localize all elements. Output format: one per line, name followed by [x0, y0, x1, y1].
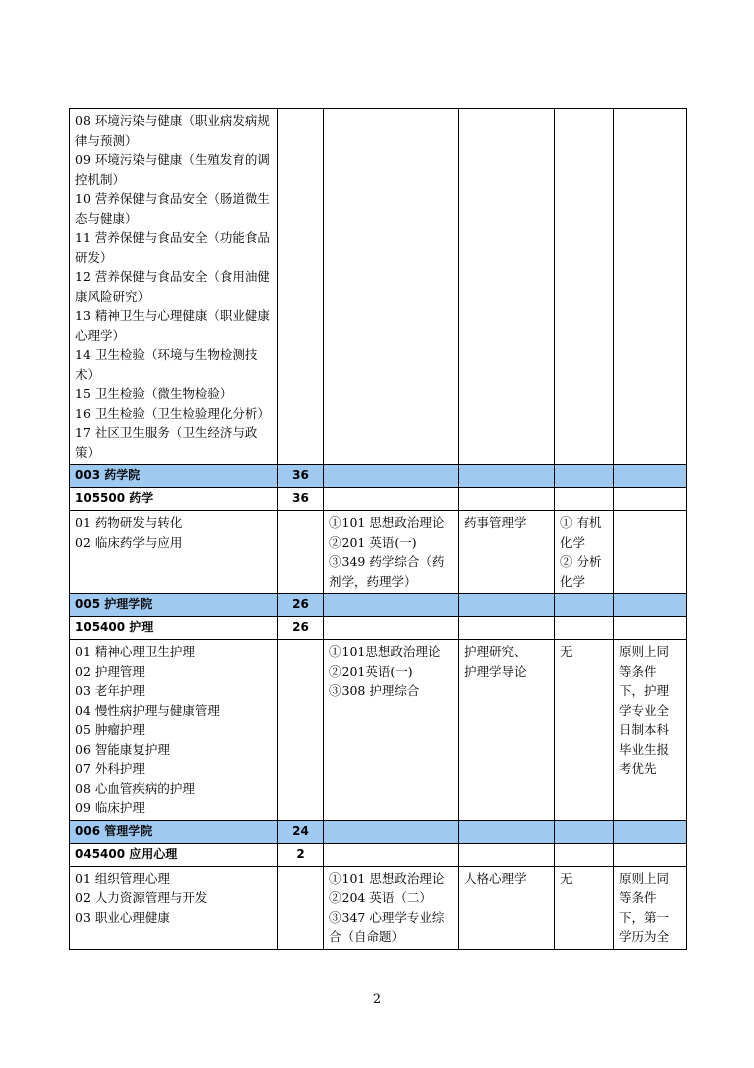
remark-cell: 原则上同等条件下，第一学历为全 — [614, 866, 687, 949]
major-detail-row — [70, 866, 687, 949]
direction-item: 09 环境污染与健康（生殖发育的调控机制） — [75, 152, 270, 187]
direction-item: 16 卫生检验（卫生检验理化分析） — [75, 405, 270, 421]
direction-item: 03 老年护理 — [75, 683, 145, 698]
direction-item: 01 精神心理卫生护理 — [75, 644, 195, 659]
count-cell — [278, 109, 324, 465]
exam-subjects-cell — [324, 866, 459, 949]
admissions-table — [69, 108, 687, 950]
direction-item: 15 卫生检验（微生物检验） — [75, 386, 233, 401]
direction-item: 01 药物研发与转化 — [75, 515, 183, 530]
retest-item: 护理研究、 — [464, 644, 527, 659]
retest-cell — [459, 640, 555, 821]
direction-item: 08 心血管疾病的护理 — [75, 780, 195, 796]
direction-item: 08 环境污染与健康（职业病发病规律与预测） — [75, 113, 270, 148]
direction-item: 02 护理管理 — [75, 663, 145, 679]
exam-item: ②201 英语(一) — [329, 534, 417, 550]
direction-item: 14 卫生检验（环境与生物检测技术） — [75, 347, 258, 382]
major-count: 2 — [278, 843, 324, 866]
major-count: 36 — [278, 488, 324, 511]
retest-item: 护理学导论 — [464, 663, 527, 679]
exam-item: ③349 药学综合（药剂学，药理学） — [329, 554, 445, 589]
exam-item: ③308 护理综合 — [329, 683, 420, 698]
direction-item: 06 智能康复护理 — [75, 741, 170, 757]
exam-item: ①101思想政治理论 — [329, 644, 441, 659]
college-name: 005 护理学院 — [70, 594, 278, 617]
direction-item: 17 社区卫生服务（卫生经济与政策） — [75, 425, 258, 460]
major-count: 26 — [278, 617, 324, 640]
exam-subjects-cell — [324, 640, 459, 821]
college-count: 24 — [278, 820, 324, 843]
direction-item: 11 营养保健与食品安全（功能食品研发） — [75, 230, 270, 265]
direction-item: 12 营养保健与食品安全（食用油健康风险研究） — [75, 269, 270, 304]
major-name: 105400 护理 — [70, 617, 278, 640]
retest-cell: 人格心理学 — [459, 866, 555, 949]
count-cell — [278, 511, 324, 594]
research-directions-cell — [70, 109, 278, 465]
exam-item: ②204 英语（二） — [329, 890, 432, 905]
remark-cell — [614, 109, 687, 465]
count-cell — [278, 640, 324, 821]
college-header-row — [70, 594, 687, 617]
page-number: 2 — [372, 992, 382, 1007]
college-header-row — [70, 465, 687, 488]
direction-item: 13 精神卫生与心理健康（职业健康心理学） — [75, 308, 270, 343]
direction-item: 07 外科护理 — [75, 761, 145, 776]
major-row — [70, 488, 687, 511]
extra-subjects-cell: 无 — [555, 640, 614, 821]
remark-cell — [614, 511, 687, 594]
major-detail-row — [70, 511, 687, 594]
continuation-row — [70, 109, 687, 465]
direction-item: 04 慢性病护理与健康管理 — [75, 702, 220, 718]
college-name: 003 药学院 — [70, 465, 278, 488]
direction-item: 01 组织管理心理 — [75, 870, 170, 886]
direction-item: 03 职业心理健康 — [75, 909, 170, 925]
research-directions-cell — [70, 866, 278, 949]
exam-subjects-cell — [324, 511, 459, 594]
extra-item: ① 有机化学 — [560, 515, 602, 550]
exam-item: ②201英语(一) — [329, 663, 413, 679]
major-name: 045400 应用心理 — [70, 843, 278, 866]
retest-cell — [459, 109, 555, 465]
exam-item: ③347 心理学专业综合（自命题） — [329, 909, 445, 944]
college-header-row — [70, 820, 687, 843]
extra-item: ② 分析化学 — [560, 554, 602, 589]
retest-cell: 药事管理学 — [459, 511, 555, 594]
direction-item: 02 人力资源管理与开发 — [75, 890, 208, 905]
major-detail-row — [70, 640, 687, 821]
remark-cell: 原则上同等条件下，护理学专业全日制本科毕业生报考优先 — [614, 640, 687, 821]
count-cell — [278, 866, 324, 949]
exam-subjects-cell — [324, 109, 459, 465]
major-row — [70, 843, 687, 866]
college-count: 26 — [278, 594, 324, 617]
research-directions-cell — [70, 640, 278, 821]
direction-item: 02 临床药学与应用 — [75, 534, 183, 550]
extra-subjects-cell — [555, 109, 614, 465]
research-directions-cell — [70, 511, 278, 594]
college-name: 006 管理学院 — [70, 820, 278, 843]
direction-item: 10 营养保健与食品安全（肠道微生态与健康） — [75, 191, 270, 226]
direction-item: 09 临床护理 — [75, 800, 145, 815]
extra-subjects-cell: 无 — [555, 866, 614, 949]
exam-item: ①101 思想政治理论 — [329, 870, 445, 886]
major-row — [70, 617, 687, 640]
exam-item: ①101 思想政治理论 — [329, 515, 445, 530]
direction-item: 05 肿瘤护理 — [75, 722, 145, 737]
extra-subjects-cell — [555, 511, 614, 594]
college-count: 36 — [278, 465, 324, 488]
major-name: 105500 药学 — [70, 488, 278, 511]
